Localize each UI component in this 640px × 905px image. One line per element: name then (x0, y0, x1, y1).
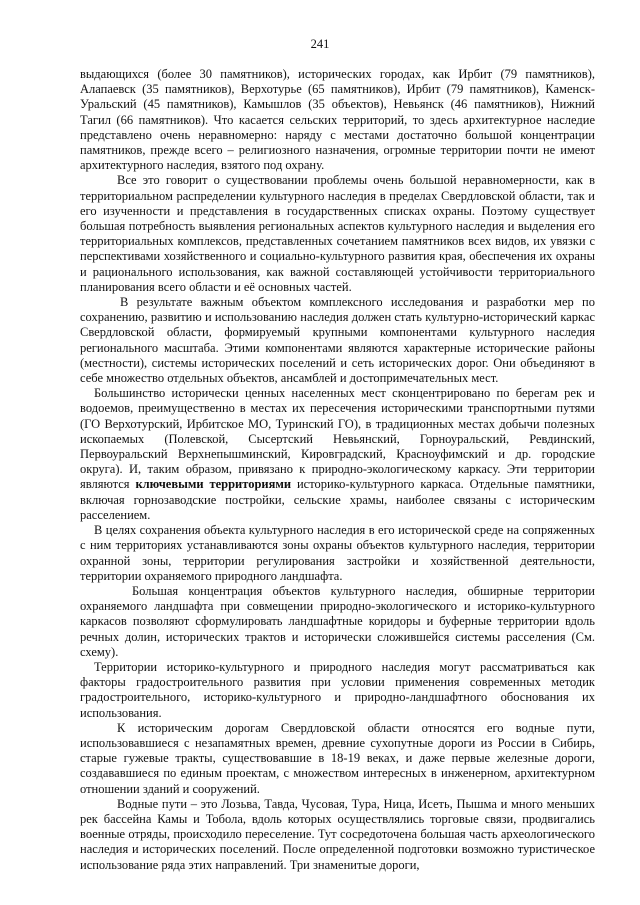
page-number: 241 (310, 37, 330, 51)
paragraph-5: В целях сохранения объекта культурного наследия в его исторической среде на сопряженных с ним территориях устанавливаются зоны охраны объектов культурного наследия, территории охранной зоны, территории регулирования застройки и хозяйственной деятельности, территории охраняемого природного ландшафта. (80, 523, 595, 583)
key-territories-term: ключевыми территориями (135, 477, 292, 492)
paragraph-4-text: Большинство исторически ценных населенных мест сконцентрировано по берегам рек и водоемов, преимущественно в местах их пересечения историческими транспортными путями (ГО Верхотурский, Ирбитское МО, Туринский ГО), в традиционных местах добычи полезных ископаемых (Полевской, Сысертский Невьянский, Горноуральский, Ревдинский, Первоуральский Верхнепышминский, Кировградский, Красноуфимский и др. городские округа). И, таким образом, привязано к природно-экологическому каркасу. Эти территории являются (80, 386, 595, 492)
paragraph-2: Все это говорит о существовании проблемы очень большой неравномерности, как в территориальном распределении культурного наследия в пределах Свердловской области, так и его изученности и представления в государственных списках охраны. Поэтому существует большая потребность выявления региональных аспектов культурного наследия и выделения его территориальных комплексов, представленных сочетанием памятников всех видов, их увязки с перспективами хозяйственного и социально-культурного развития края, обеспечения их охраны и рационального использования, как важной составляющей устойчивости территориального планирования всего области и её основных частей. (80, 173, 595, 294)
body-text (80, 67, 595, 873)
paragraph-4-text-end: историко-культурного каркаса. Отдельные памятники, включая горнозаводские постройки, сельские храмы, наиболее связаны с историческим расселением. (80, 477, 595, 522)
paragraph-3: В результате важным объектом комплексного исследования и разработки мер по сохранению, развитию и использованию наследия должен стать культурно-исторический каркас Свердловской области, формируемый крупными компонентами культурного наследия регионального масштаба. Этими компонентами являются характерные исторические районы (местности), системы исторических поселений и сеть исторических дорог. Они объединяют в себе множество отдельных объектов, ансамблей и достопримечательных мест. (80, 295, 595, 386)
paragraph-1: выдающихся (более 30 памятников), исторических городах, как Ирбит (79 памятников), Алапаевск (35 памятников), Верхотурье (65 памятников), Ирбит (79 памятников), Каменск-Уральский (45 памятников), Камышлов (35 объектов), Невьянск (46 памятников), Нижний Тагил (66 памятников). Что касается сельских территорий, то здесь архитектурное наследие представлено очень неравномерно: наряду с местами достаточно большой концентрации памятников, прежде всего – религиозного назначения, огромные территории почти не имеют архитектурного наследия, взятого под охрану. (80, 67, 595, 173)
paragraph-6: Большая концентрация объектов культурного наследия, обширные территории охраняемого ландшафта при совмещении природно-экологического и историко-культурного каркасов позволяют сформулировать ландшафтные коридоры и буферные территории вдоль речных долин, исторических трактов и исторически сложившейся системы расселения (См. схему). (80, 583, 595, 659)
paragraph-7: Территории историко-культурного и природного наследия могут рассматриваться как факторы градостроительного развития при условии применения современных методик градостроительного, историко-культурного и природно-ландшафтного обоснования их использования. (80, 659, 595, 720)
paragraph-8: К историческим дорогам Свердловской области относятся его водные пути, использовавшиеся с незапамятных времен, древние сухопутные дороги из России в Сибирь, старые гужевые тракты, существовавшие в 18-19 веках, и даже первые железные дороги, создававшиеся по единым проектам, с множеством интересных в инженерном, архитектурном отношении зданий и сооружений. (80, 720, 595, 796)
paragraph-9: Водные пути – это Лозьва, Тавда, Чусовая, Тура, Ница, Исеть, Пышма и много меньших рек бассейна Камы и Тобола, вдоль которых осуществлялись торговые связи, продвигались военные отряды, происходило переселение. Тут сосредоточена большая часть археологического наследия и исторических поселений. После определенной подготовки возможно туристическое использование ряда этих направлений. Три знаменитые дороги, (80, 796, 595, 872)
paragraph-4 (80, 386, 595, 523)
